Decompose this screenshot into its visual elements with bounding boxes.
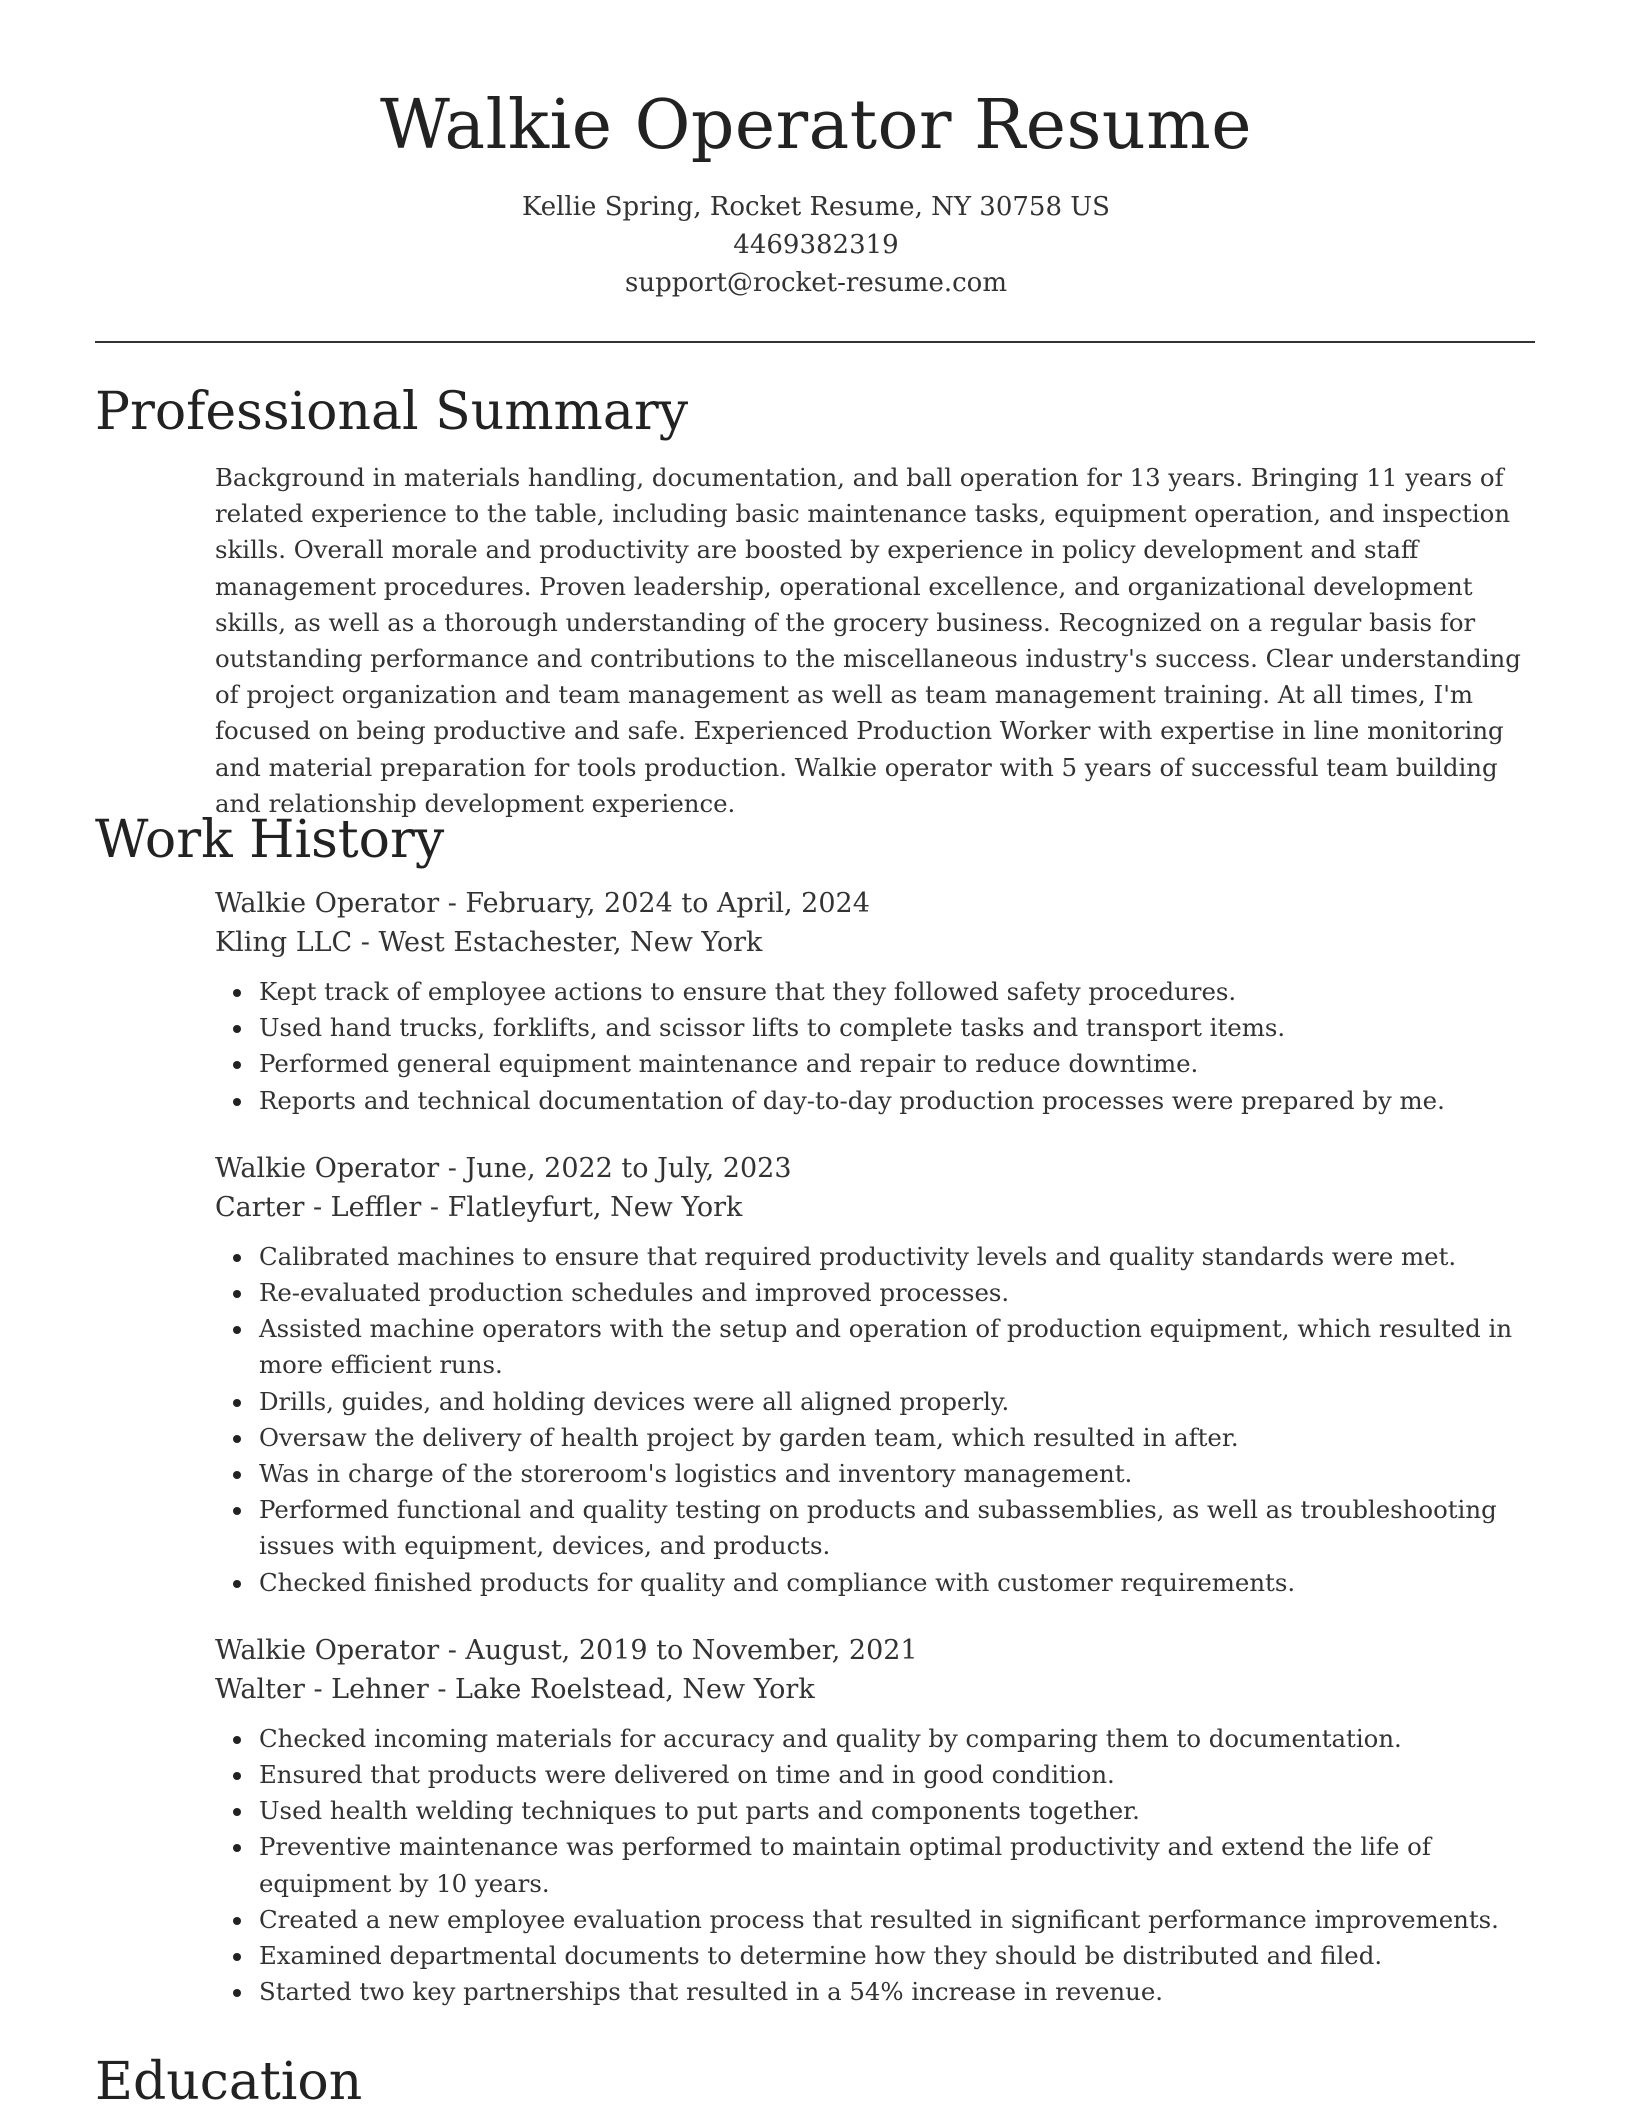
- list-item: Re-evaluated production schedules and improved processes.: [259, 1275, 1535, 1311]
- section-body: [215, 884, 1535, 2010]
- section-heading: Education: [95, 2052, 363, 2112]
- list-item: Oversaw the delivery of health project by garden team, which resulted in after.: [259, 1420, 1535, 1456]
- section-professional-summary: [95, 382, 1535, 822]
- list-item: Reports and technical documentation of day-to-day production processes were prepared by me.: [259, 1083, 1535, 1119]
- job-title: Walkie Operator - August, 2019 to November, 2021: [215, 1634, 918, 1666]
- list-item: Performed general equipment maintenance and repair to reduce downtime.: [259, 1046, 1535, 1082]
- job-bullet-list: [215, 974, 1535, 1119]
- resume-header: [0, 0, 1632, 302]
- list-item: Kept track of employee actions to ensure that they followed safety procedures.: [259, 974, 1535, 1010]
- section-heading: Work History: [95, 810, 445, 870]
- page-title: Walkie Operator Resume: [380, 86, 1252, 165]
- list-item: Checked finished products for quality and compliance with customer requirements.: [259, 1565, 1535, 1601]
- list-item: Checked incoming materials for accuracy and quality by comparing them to documentation.: [259, 1721, 1535, 1757]
- section-body: [215, 460, 1535, 822]
- job-company: Walter - Lehner - Lake Roelstead, New York: [215, 1673, 815, 1705]
- list-item: Used hand trucks, forklifts, and scissor lifts to complete tasks and transport items.: [259, 1010, 1535, 1046]
- job-bullet-list: [215, 1721, 1535, 2011]
- summary-text: Background in materials handling, documentation, and ball operation for 13 years. Bringing 11 years of related experience to the table, including basic maintenance tasks, equipment operation, and inspection skills. Overall morale and productivity are boosted by experience in policy development and staff management procedures. Proven leadership, operational excellence, and organizational development skills, as well as a thorough understanding of the grocery business. Recognized on a regular basis for outstanding performance and contributions to the miscellaneous industry's success. Clear understanding of project organization and team management as well as team management training. At all times, I'm focused on being productive and safe. Experienced Production Worker with expertise in line monitoring and material preparation for tools production. Walkie operator with 5 years of successful team building and relationship development experience.: [215, 463, 1521, 818]
- list-item: Examined departmental documents to determine how they should be distributed and filed.: [259, 1938, 1535, 1974]
- section-education: [95, 2052, 1535, 2112]
- job-company: Carter - Leffler - Flatleyfurt, New York: [215, 1191, 743, 1223]
- job-title: Walkie Operator - June, 2022 to July, 2023: [215, 1152, 792, 1184]
- job-entry: [215, 1149, 1535, 1601]
- job-company: Kling LLC - West Estachester, New York: [215, 927, 763, 958]
- list-item: Was in charge of the storeroom's logistics and inventory management.: [259, 1456, 1535, 1492]
- list-item: Calibrated machines to ensure that required productivity levels and quality standards were met.: [259, 1239, 1535, 1275]
- list-item: Used health welding techniques to put parts and components together.: [259, 1793, 1535, 1829]
- section-heading: Professional Summary: [95, 382, 689, 442]
- list-item: Started two key partnerships that resulted in a 54% increase in revenue.: [259, 1974, 1535, 2010]
- list-item: Created a new employee evaluation process that resulted in significant performance improvements.: [259, 1902, 1535, 1938]
- contact-email: support@rocket-resume.com: [624, 268, 1007, 298]
- list-item: Assisted machine operators with the setup and operation of production equipment, which resulted in more efficient runs.: [259, 1311, 1535, 1383]
- list-item: Preventive maintenance was performed to maintain optimal productivity and extend the life of equipment by 10 years.: [259, 1829, 1535, 1901]
- list-item: Performed functional and quality testing on products and subassemblies, as well as troubleshooting issues with equipment, devices, and products.: [259, 1492, 1535, 1564]
- job-entry: [215, 1631, 1535, 2011]
- contact-address: Kellie Spring, Rocket Resume, NY 30758 US: [522, 192, 1110, 222]
- job-entry: [215, 884, 1535, 1119]
- contact-block: [0, 188, 1632, 302]
- job-title: Walkie Operator - February, 2024 to April, 2024: [215, 888, 870, 919]
- header-divider: [95, 341, 1535, 343]
- list-item: Drills, guides, and holding devices were all aligned properly.: [259, 1384, 1535, 1420]
- list-item: Ensured that products were delivered on time and in good condition.: [259, 1757, 1535, 1793]
- job-bullet-list: [215, 1239, 1535, 1601]
- contact-phone: 4469382319: [733, 230, 899, 260]
- section-work-history: [95, 810, 1535, 2010]
